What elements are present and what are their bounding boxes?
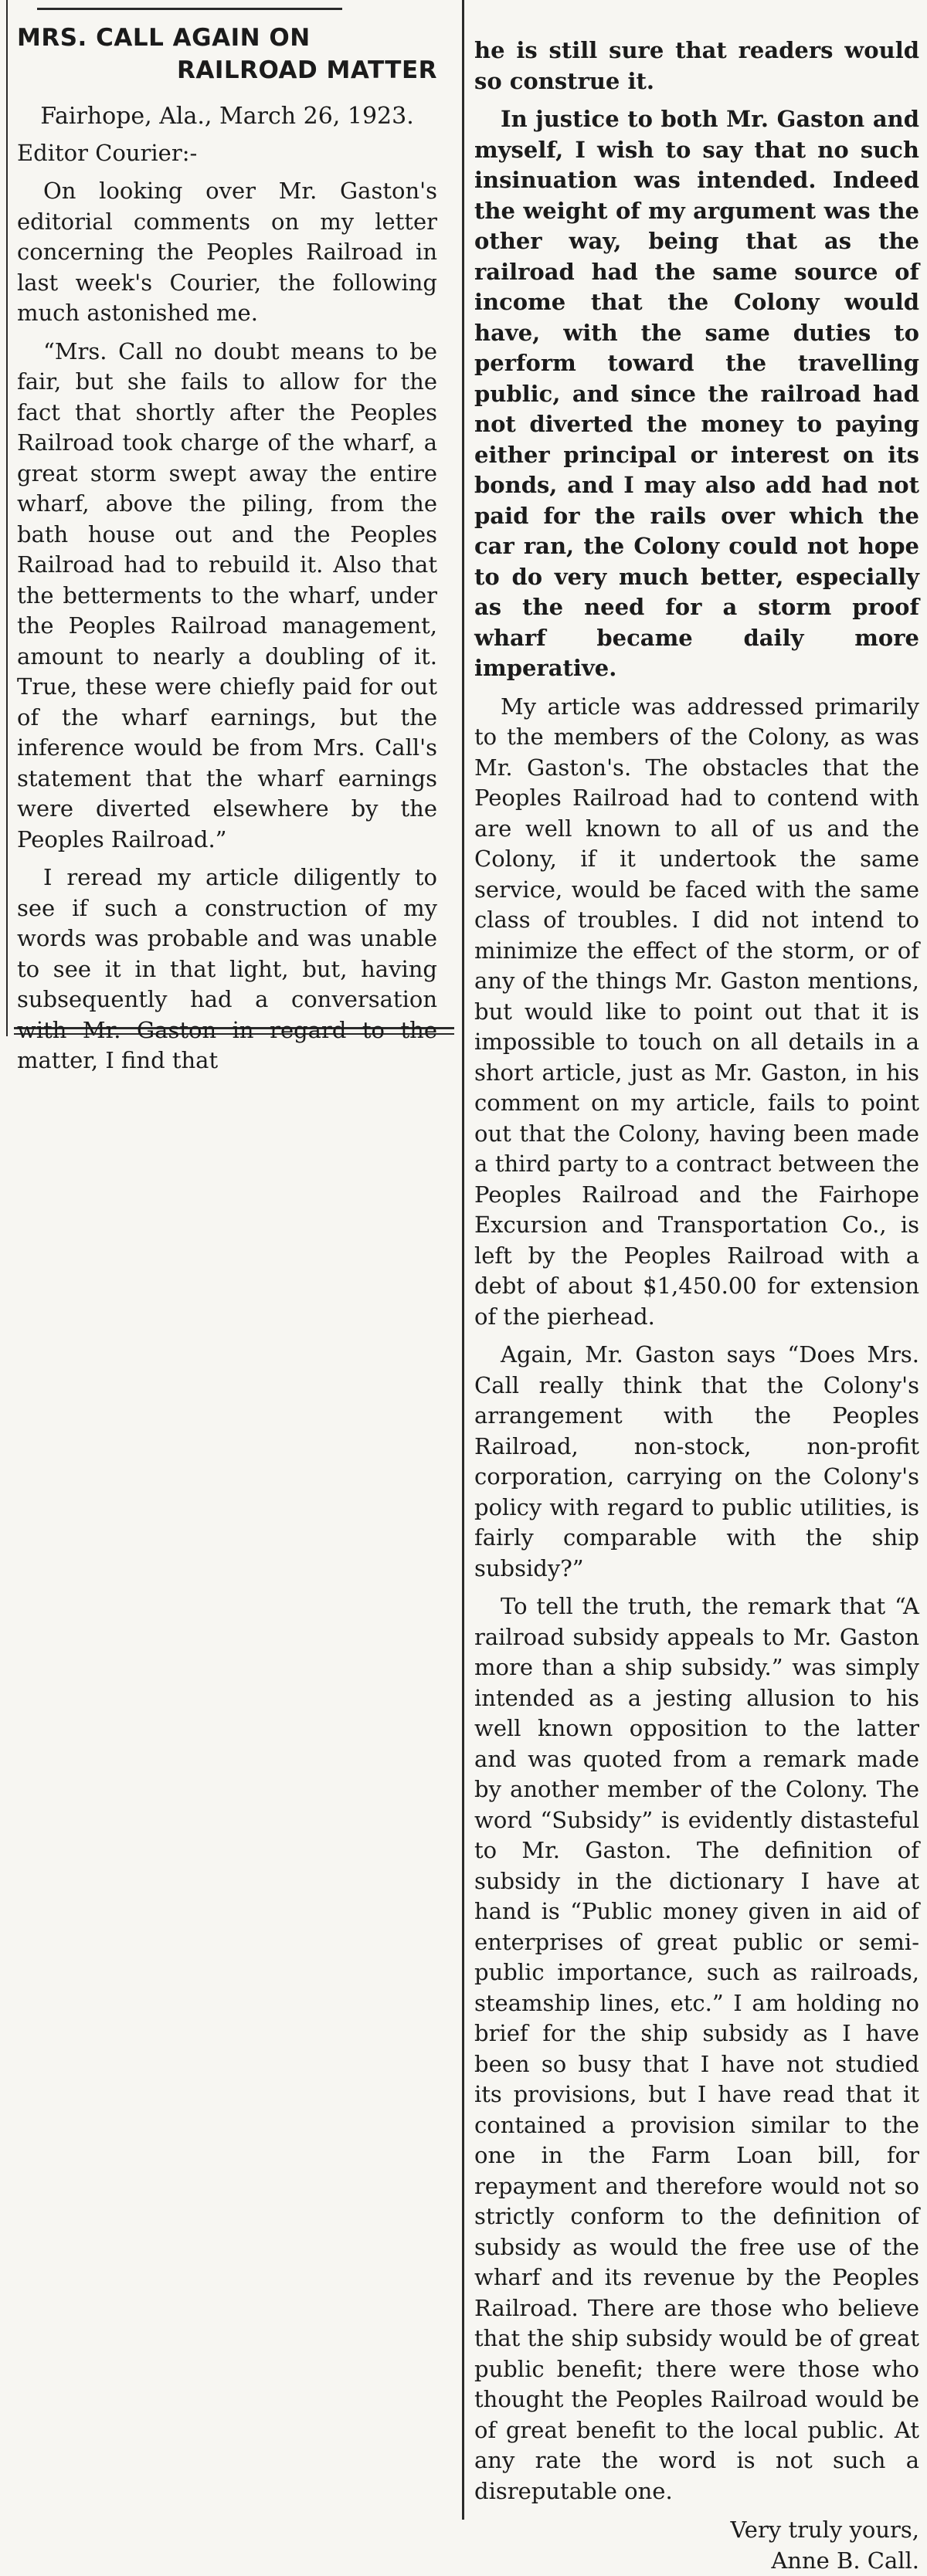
headline-line-2: RAILROAD MATTER bbox=[176, 56, 437, 84]
paragraph-justice: In justice to both Mr. Gaston and myself, I wish to say that no such insinuation was intended. Indeed the weight of my argument was the other way, being that as the railroad had the same source of income that the Colony would have, with the same duties to perform toward the travelling public, and since the railroad had not diverted the money to paying either principal or interest on its bonds, and I may also add had not paid for the rails over which the car ran, the Colony could not hope to do very much better, especially as the need for a storm proof wharf became daily more imperative. bbox=[474, 106, 919, 681]
salutation: Editor Courier:- bbox=[17, 140, 198, 166]
paragraph-intro: On looking over Mr. Gaston's editorial comments on my letter concerning the Peoples Railroad in last week's Courier, the following much astonished me. bbox=[17, 178, 437, 326]
left-column bbox=[0, 0, 454, 1084]
paragraph-quote: “Mrs. Call no doubt means to be fair, but she fails to allow for the fact that shortly after the Peoples Railroad took charge of the wharf, a great storm swept away the entire wharf, above the piling, from the bath house out and the Peoples Railroad had to rebuild it. Also that the betterments to the wharf, under the Peoples Railroad management, amount to nearly a doubling of it. True, these were chiefly paid for out of the wharf earnings, but the inference would be from Mrs. Call's statement that the wharf earnings were diverted elsewhere by the Peoples Railroad.” bbox=[17, 337, 437, 852]
paragraph-continuation: he is still sure that readers would so construe it. bbox=[474, 37, 919, 94]
column-divider bbox=[462, 0, 464, 2520]
paragraph-truth: To tell the truth, the remark that “A railroad subsidy appeals to Mr. Gaston more than a ship subsidy.” was simply intended as a jesting allusion to his well known opposition to the latter and was quoted from a remark made by another member of the Colony. The word “Subsidy” is evidently distasteful to Mr. Gaston. The definition of subsidy in the dictionary I have at hand is “Public money given in aid of enterprises of great public or semi-public importance, such as railroads, steamship lines, etc.” I am holding no brief for the ship subsidy as I have been so busy that I have not studied its provisions, but I have read that it contained a provision similar to the one in the Farm Loan bill, for repayment and therefore would not so strictly conform to the definition of subsidy as would the free use of the wharf and its revenue by the Peoples Railroad. There are those who believe that the ship subsidy would be of great public benefit; there were those who thought the Peoples Railroad would be of great benefit to the local public. At any rate the word is not such a disreputable one. bbox=[474, 1593, 919, 2504]
closing: Very truly yours, bbox=[730, 2517, 919, 2543]
headline-line-1: MRS. CALL AGAIN ON bbox=[17, 24, 311, 52]
headline bbox=[17, 22, 437, 86]
right-column bbox=[470, 0, 927, 2576]
paragraph-article-addressed: My article was addressed primarily to the members of the Colony, as was Mr. Gaston's. The obstacles that the Peoples Railroad had to contend with are well known to all of us and the Colony, if it undertook the same service, would be faced with the same class of troubles. I did not intend to minimize the effect of the storm, or of any of the things Mr. Gaston mentions, but would like to point out that it is impossible to touch on all details in a short article, just as Mr. Gaston, in his comment on my article, fails to point out that the Colony, having been made a third party to a contract between the Peoples Railroad and the Fairhope Excursion and Transportation Co., is left by the Peoples Railroad with a debt of about $1,450.00 for extension of the pierhead. bbox=[474, 693, 919, 1330]
paragraph-reread: I reread my article diligently to see if such a construction of my words was probable and was unable to see it in that light, but, having subsequently had a conversation with Mr. Gaston in regard to the matter, I find that bbox=[17, 864, 437, 1073]
paragraph-again: Again, Mr. Gaston says “Does Mrs. Call really think that the Colony's arrangement with the Peoples Railroad, non-stock, non-profit corporation, carrying on the Colony's policy with regard to public utilities, is fairly comparable with the ship subsidy?” bbox=[474, 1341, 919, 1581]
dateline: Fairhope, Ala., March 26, 1923. bbox=[40, 103, 414, 130]
signature: Anne B. Call. bbox=[771, 2547, 919, 2574]
